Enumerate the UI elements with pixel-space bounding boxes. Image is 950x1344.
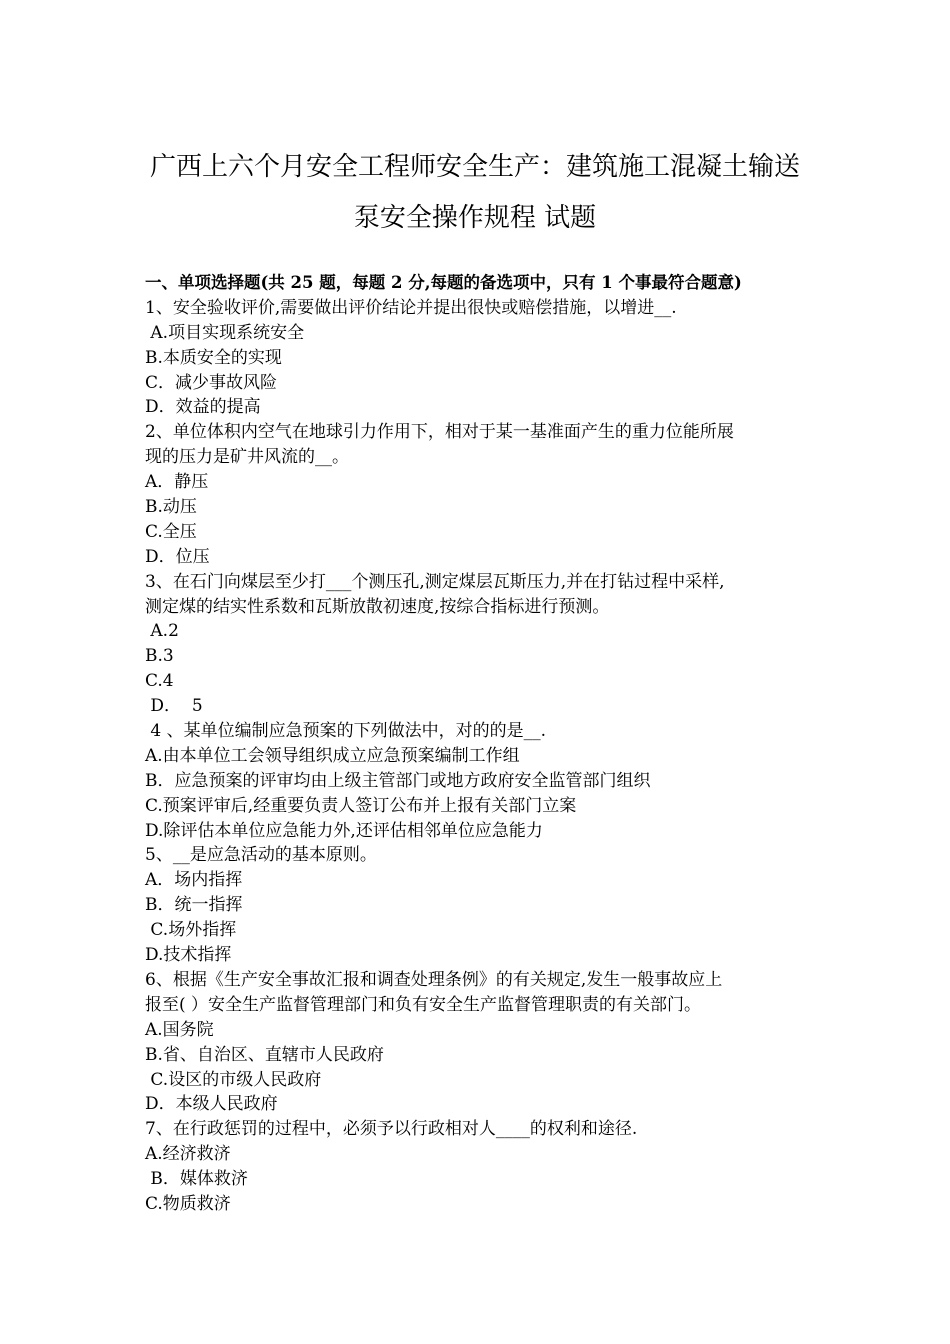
text-line: D．本级人民政府: [145, 1094, 278, 1115]
text-line: C.物质救济: [145, 1193, 231, 1214]
text-line: B.3: [145, 646, 174, 667]
text-line: D.技术指挥: [145, 945, 232, 966]
text-line: A.由本单位工会领导组织成立应急预案编制工作组: [145, 745, 520, 766]
question-line: 5、__是应急活动的基本原则。: [145, 845, 377, 866]
document-body: [145, 271, 815, 1217]
question-line: 3、在石门向煤层至少打___个测压孔,测定煤层瓦斯压力,并在打钻过程中采样,: [145, 571, 725, 592]
text-line: B.省、自治区、直辖市人民政府: [145, 1044, 384, 1065]
text-line: B.动压: [145, 497, 197, 518]
text-line: 测定煤的结实性系数和瓦斯放散初速度,按综合指标进行预测。: [145, 596, 610, 617]
question-line: 7、在行政惩罚的过程中，必须予以行政相对人____的权利和途径.: [145, 1119, 638, 1140]
text-line: C.全压: [145, 521, 197, 542]
text-line: C．减少事故风险: [145, 372, 278, 393]
text-line: 报至( ）安全生产监督管理部门和负有安全生产监督管理职责的有关部门。: [145, 994, 702, 1015]
text-line: A．静压: [145, 472, 209, 493]
text-line: B．媒体救济: [145, 1169, 248, 1190]
text-line: D．效益的提高: [145, 397, 261, 418]
text-line: A.经济救济: [145, 1144, 231, 1165]
text-line: B．应急预案的评审均由上级主管部门或地方政府安全监管部门组织: [145, 770, 651, 791]
question-line: 1、安全验收评价,需要做出评价结论并提出很快或赔偿措施，以增进__.: [145, 297, 677, 318]
text-line: B．统一指挥: [145, 895, 243, 916]
text-line: B.本质安全的实现: [145, 347, 282, 368]
text-line: D．位压: [145, 546, 210, 567]
text-line: C.设区的市级人民政府: [145, 1069, 322, 1090]
text-line: D.除评估本单位应急能力外,还评估相邻单位应急能力: [145, 820, 543, 841]
question-list: [145, 296, 815, 1217]
document-title-line-1: 广西上六个月安全工程师安全生产：建筑施工混凝土输送: [149, 152, 800, 182]
text-line: 现的压力是矿井风流的__。: [145, 447, 349, 468]
text-line: A.项目实现系统安全: [145, 322, 305, 343]
text-line: D． 5: [145, 696, 203, 717]
text-line: A.国务院: [145, 1019, 214, 1040]
text-line: A．场内指挥: [145, 870, 243, 891]
question-line: 4 、某单位编制应急预案的下列做法中，对的的是__.: [145, 721, 547, 742]
section-heading: 一、单项选择题(共 25 题，每题 2 分,每题的备选项中，只有 1 个事最符合题意): [145, 273, 742, 292]
text-line: A.2: [145, 621, 179, 642]
text-line: C.场外指挥: [145, 920, 237, 941]
question-line: 2、单位体积内空气在地球引力作用下，相对于某一基准面产生的重力位能所展: [145, 422, 734, 443]
text-line: C.4: [145, 671, 174, 692]
question-line: 6、根据《生产安全事故汇报和调查处理条例》的有关规定,发生一般事故应上: [145, 969, 723, 990]
text-line: C.预案评审后,经重要负责人签订公布并上报有关部门立案: [145, 795, 577, 816]
document-title-line-2: 泵安全操作规程 试题: [353, 203, 597, 233]
